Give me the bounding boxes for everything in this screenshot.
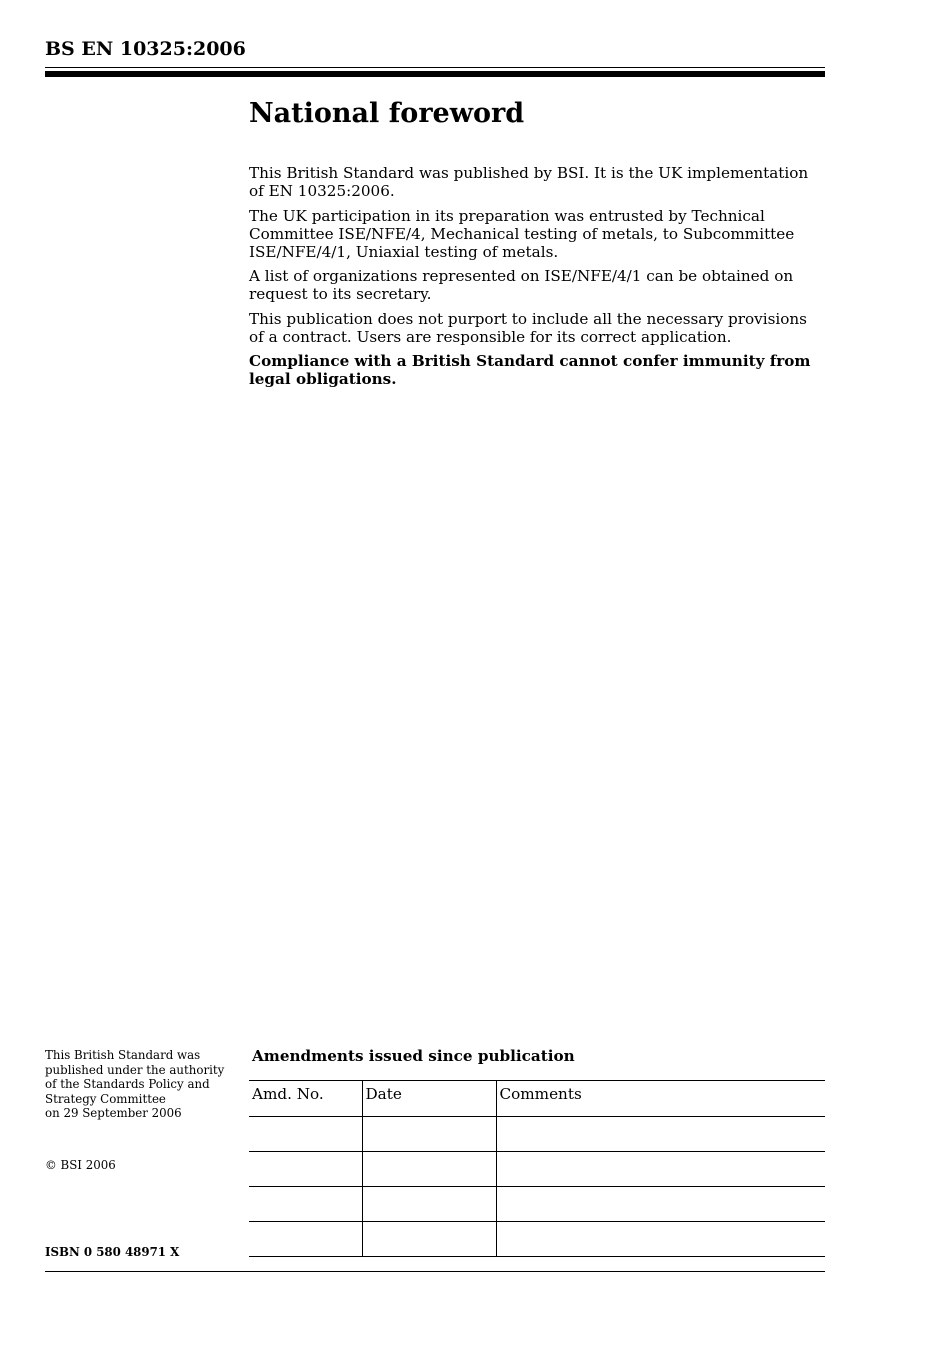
table-row <box>249 1222 825 1257</box>
page-title: National foreword <box>249 98 525 129</box>
amendments-heading: Amendments issued since publication <box>252 1047 575 1065</box>
table-cell <box>362 1117 496 1152</box>
table-header-row <box>249 1081 825 1117</box>
publication-note-line: Strategy Committee <box>45 1091 166 1106</box>
table-row <box>249 1152 825 1187</box>
foreword-paragraph: The UK participation in its preparation was entrusted by Technical Committee ISE/NFE/4, Mechanical testing of metals, to Subcommittee ISE/NFE/4/1, Uniaxial testing of metals. <box>249 206 795 261</box>
table-cell <box>249 1222 362 1257</box>
isbn: ISBN 0 580 48971 X <box>45 1245 180 1259</box>
table-cell <box>362 1152 496 1187</box>
table-cell <box>496 1152 825 1187</box>
table-row <box>249 1187 825 1222</box>
copyright-notice: © BSI 2006 <box>45 1158 116 1172</box>
header-thin-rule <box>45 67 825 68</box>
publication-note <box>45 1048 235 1121</box>
publication-note-line: published under the authority <box>45 1062 225 1077</box>
table-cell <box>496 1187 825 1222</box>
publication-note-line: on 29 September 2006 <box>45 1106 182 1121</box>
header-thick-rule <box>45 71 825 77</box>
table-cell <box>496 1117 825 1152</box>
foreword-paragraph: This publication does not purport to include all the necessary provisions of a contract. Users are responsible for its correct application. <box>249 309 807 346</box>
column-header-date: Date <box>362 1081 496 1117</box>
amendments-table <box>249 1080 825 1257</box>
table-cell <box>362 1187 496 1222</box>
table-cell <box>362 1222 496 1257</box>
table-cell <box>249 1117 362 1152</box>
foreword-paragraph: This British Standard was published by BSI. It is the UK implementation of EN 10325:2006. <box>249 164 809 200</box>
foreword-body <box>249 164 824 395</box>
table-cell <box>249 1152 362 1187</box>
publication-note-line: This British Standard was <box>45 1048 201 1062</box>
table-cell <box>249 1187 362 1222</box>
column-header-amd-no: Amd. No. <box>249 1081 362 1117</box>
foreword-paragraph: A list of organizations represented on ISE/NFE/4/1 can be obtained on request to its secretary. <box>249 267 794 303</box>
footer-rule <box>45 1271 825 1272</box>
table-row <box>249 1117 825 1152</box>
compliance-note: Compliance with a British Standard cannot confer immunity from legal obligations. <box>249 352 811 388</box>
column-header-comments: Comments <box>496 1081 825 1117</box>
standard-identifier: BS EN 10325:2006 <box>45 38 246 60</box>
table-cell <box>496 1222 825 1257</box>
publication-note-line: of the Standards Policy and <box>45 1077 210 1092</box>
